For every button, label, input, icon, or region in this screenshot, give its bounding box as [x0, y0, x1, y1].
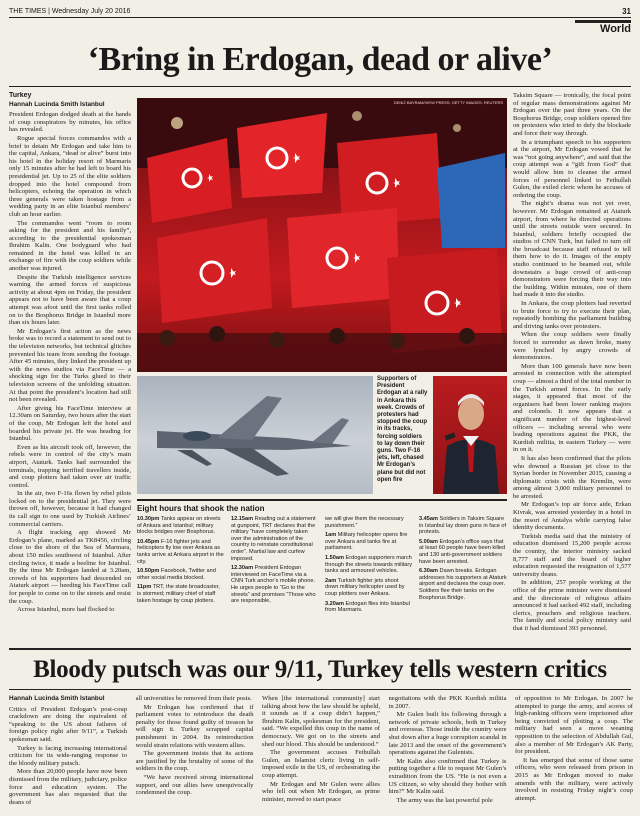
- timeline-time: 5.00am: [419, 538, 438, 545]
- crowd-with-flags-illustration: [137, 98, 507, 372]
- body-paragraph: A flight tracking app showed Mr Erdogan’s plane, marked as TK8456, circling close to the shore of the Sea of Marmara, about 150 miles southwest of Istanbul. After circling twice, it made a beeline for Istanbul. By the time Mr Erdogan landed at 3.20am, crowds of his supporters had descended on Ataturk airport — heeding his FaceTime call for people to come on to the streets and resist the coup.: [9, 529, 131, 605]
- f16-jet-photo: [137, 376, 373, 494]
- photo-caption: Supporters of President Erdogan at a rally in Ankara this week. Crowds of protesters had stopped the coup in its tracks, forcing soldiers to lay down their guns. Two F-16 jets, left, chased Mr Erdogan’s plane but did not open fire: [377, 376, 428, 483]
- timeline-entry: [231, 516, 319, 562]
- timeline-text: Turkish fighter jets shoot down military helicopter used by coup plotters over Ankara.: [325, 577, 405, 597]
- timeline-time: 1.50am: [325, 554, 344, 561]
- timeline-entry: [419, 539, 507, 565]
- timeline-entry: [137, 584, 225, 604]
- story1-column-4: [513, 92, 631, 644]
- body-paragraph: Mr Erdogan’s top air force aide, Erkan Kivrak, was arrested yesterday in a hotel in the resort of Antalya while carrying false identity documents.: [513, 501, 631, 532]
- timeline-text: Erdogan flies into Istanbul from Marmaris.: [325, 600, 410, 614]
- timeline-entry: [137, 539, 225, 565]
- timeline-text: TRT, the state broadcaster, is stormed; military chief of staff taken hostage by coup plotters.: [137, 584, 220, 604]
- timeline-column: [231, 516, 319, 617]
- headline2-rule: [9, 689, 631, 690]
- masthead-title: THE TIMES | Wednesday July 20 2016: [9, 8, 131, 15]
- timeline-time: 12.30am: [231, 565, 254, 572]
- body-paragraph: The government accuses Fethullah Gulen, an Islamist cleric living in self-imposed exile in the US, of orchestrating the coup attempt.: [262, 749, 380, 779]
- page-number: 31: [622, 7, 631, 16]
- timeline-time: 1am: [325, 532, 337, 539]
- body-paragraph: Mr Kalin also confirmed that Turkey is putting together a file to request Mr Gulen’s extradition from the US. “He is not even a US citizen, so why should they bother with him?” Mr Kalin said.: [388, 757, 507, 796]
- timeline-time: 6.30am: [419, 568, 438, 575]
- body-paragraph: It has emerged that some of those same officers, who were released from prison in 2015 as Mr Erdogan moved to make amends with the military, were actively involved in resisting Friday night’s coup attempt.: [515, 756, 633, 802]
- timeline-column: [137, 516, 225, 617]
- body-paragraph: Critics of President Erdogan’s post-coup crackdown are doing the equivalent of “speaking to the US about failures of foreign policy right after 9/11”, a Turkish spokesman said.: [9, 705, 127, 743]
- body-paragraph: Mr Erdogan’s first action as the news broke was to record a statement to send out to the television networks, but technical glitches prevented his team from sending the footage. After 45 minutes, they linked the president up with the news studios via FaceTime — a shocking sign for the Turks glued to their television screens of the unfolding situation. At that point the president’s location had still not been revealed.: [9, 327, 131, 404]
- body-paragraph: More than 20,000 people have now been dismissed from the military, judiciary, police force and education system. The government has also requested that the deans of: [9, 768, 127, 806]
- timeline-text: Soldiers in Taksim Square in Istanbul lay down guns in face of protests.: [419, 516, 507, 536]
- timeline-text: Dawn breaks. Erdogan addresses his supporters at Ataturk airport and declares the coup over. Soldiers flee their tanks on the Bosphorus Bridge.: [419, 568, 507, 601]
- body-paragraph: In addition, 257 people working at the office of the prime minister were dismissed and the directorate of religious affairs announced it had sacked 492 staff, including clerics, preachers and religious teachers. The family and social policy ministry said that it had dismissed 393 personnel.: [513, 579, 631, 632]
- timeline-entry: [325, 532, 413, 552]
- story2-column: [389, 695, 507, 813]
- speaker-portrait-icon: [433, 376, 507, 494]
- timeline-entry: [325, 555, 413, 575]
- timeline-box: [137, 499, 507, 631]
- body-paragraph: all universities be removed from their posts.: [135, 695, 252, 702]
- timeline-text: President Erdogan interviewed on FaceTime via a CNN Turk anchor’s mobile phone. He urges people to “Go to the streets” and promises “Those who are responsible,: [231, 565, 316, 605]
- story2-column: [136, 695, 254, 813]
- body-paragraph: Mr Gulen built his following through a network of private schools, both in Turkey and overseas. Those inside the country were shut down after a huge corruption scandal in late 2013 and the onset of the government’s operations against the Gulenists.: [388, 711, 507, 757]
- body-paragraph: When [the international community] start talking about how the law should be upheld, it sounds as if a coup didn’t happen,” Ibrahim Kalin, spokesman for the president, said. “We expelled this coup in the name of democracy. We got on to the streets and shed our blood. This should be understood.”: [262, 695, 380, 748]
- timeline-entry: [419, 568, 507, 601]
- timeline-text: we will give them the necessary punishment.”: [325, 516, 404, 529]
- body-paragraph: Mr Erdogan has confirmed that if parliament votes to reintroduce the death penalty for those found guilty of treason he will sign it. Turkey scrapped capital punishment in 2004. Its reintroduction would strain relations with western allies.: [135, 703, 254, 749]
- timeline-time: 2am: [325, 577, 337, 584]
- body-paragraph: In a triumphant speech to his supporters at the airport, Mr Erdogan vowed that he was “not going anywhere”, and said that the coup attempt was a “gift from God” that would allow him to cleanse the armed forces of personnel linked to Fethullah Gulen, the exiled cleric whom he accuses of ordering the coup.: [513, 138, 631, 199]
- timeline-entry: [325, 601, 413, 614]
- timeline-text: Erdogan supporters march through the streets towards military tanks and armoured vehicles.: [325, 554, 413, 575]
- story2-column: [262, 695, 380, 813]
- body-paragraph: Turkish media said that the ministry of education dismissed 15,200 people across the country, the interior ministry sacked 8,777 staff and the board of higher education requested the resignation of 1,577 university deans.: [513, 532, 631, 578]
- timeline-time: 10.50pm: [137, 568, 160, 575]
- timeline-column: [325, 516, 413, 617]
- body-paragraph: After giving his FaceTime interview at 12.30am on Saturday, two hours after the start of the coup, Mr Erdogan left the hotel and boarded his private jet. He was heading for Istanbul.: [9, 404, 131, 443]
- timeline-time: 11pm: [137, 584, 152, 591]
- story-kicker: Turkey: [9, 92, 32, 99]
- rally-photo: [137, 98, 507, 372]
- body-paragraph: Taksim Square — ironically, the focal point of regular mass demonstrations against Mr Erdogan over the past three years. On the Bosphorus Bridge, coup soldiers opened fire on protesters who tried to defy the blockade and force their way through.: [513, 92, 631, 137]
- timeline-text: Facebook, Twitter and other social media blocked.: [137, 568, 216, 581]
- timeline-text: Military helicopter opens fire over Ankara and tanks fire at parliament.: [325, 532, 408, 552]
- body-paragraph: Turkey is facing increasing international criticism for its wide-ranging response to the bloody military putsch.: [9, 744, 127, 767]
- masthead: [9, 6, 631, 18]
- story2-column: [515, 695, 633, 813]
- timeline-entry: [325, 578, 413, 598]
- erdogan-photo: [433, 376, 507, 494]
- body-paragraph: Mr Erdogan and Mr Gulen were allies who fell out when Mr Erdogan, as prime minister, moved to start peace: [262, 780, 380, 803]
- timeline-text: Erdogan’s office says that at least 60 people have been killed and 130 anti-government soldiers have been arrested.: [419, 538, 506, 565]
- body-paragraph: of opposition to Mr Erdogan. In 2007 he attempted to purge the army, and scores of high-ranking officers were imprisoned after being convicted of plotting a coup. The military had seen a move weaning opposition to the selection of Abdullah Gul, also a member of Mr Erdogan’s AK Party, for president.: [515, 695, 633, 756]
- body-paragraph: It has also been confirmed that the pilots who downed a Russian jet close to the Syrian border in November 2015, causing a diplomatic crisis with the Kremlin, were among almost 3,000 military personnel to be arrested.: [513, 454, 631, 500]
- story2-byline: Hannah Lucinda Smith Istanbul: [9, 695, 105, 702]
- timeline-column: [419, 516, 507, 617]
- section-divider: [9, 648, 631, 650]
- timeline-time: 3.20am: [325, 600, 344, 607]
- body-paragraph: Despite the Turkish intelligence services warning the armed forces of suspicious activity at about 4pm on Friday, the president appears not to have been aware that a coup attempt was afoot until the first tanks rolled on to the Bosphorus Bridge in Istanbul more than six hours later.: [9, 273, 131, 327]
- timeline-entry: [231, 565, 319, 605]
- timeline-time: 10.30pm: [137, 516, 160, 522]
- timeline-text: Tanks appear on streets of Ankara and Istanbul; military blocks bridges over Bosphorus.: [137, 516, 221, 536]
- body-paragraph: More than 100 generals have now been arrested in connection with the attempted coup — almost a third of the total number in the Turkish armed forces. In the early stages, it appeared that most of the organisers had been lower ranking majors and colonels. It now appears that a significant number of the highest-level officers — including several who were leading operations against the PKK, the Kurdish militia, in eastern Turkey — were in on it.: [513, 362, 631, 454]
- headline-rule: [9, 86, 631, 87]
- timeline-title: Eight hours that shook the nation: [137, 504, 265, 513]
- body-paragraph: When the coup soldiers were finally forced to surrender as dawn broke, many were lynched by angry crowds of demonstrators.: [513, 331, 631, 362]
- body-paragraph: The night’s drama was not yet over, however. Mr Erdogan remained at Ataturk airport, from where he directed operations until the streets outside were secured. In Istanbul, soldiers briefly occupied the studios of CNN Turk, but failed to turn off the broadcast because staff refused to tell them how to do it. Images of the empty studio continued to be beamed out, while downstairs a huge crowd of anti-coup demonstrators were forcing their way into the building. Within minutes, one of them had made it into the studio.: [513, 200, 631, 299]
- photo-credit: DENIZ BAYRAM/VIEW PRESS; GETTY IMAGES; REUTERS: [393, 100, 503, 105]
- timeline-entry: [137, 516, 225, 536]
- body-paragraph: Rogue special forces commandos with a brief to detain Mr Erdogan and take him to the capital, Ankara, “dead or alive” burst into his hotel in the holiday resort of Marmaris only 15 minutes after he had left to board his presidential jet. Up to 25 of the elite soldiers dropped into the hotel compound from helicopters, echoing the operation in which three generals were taken hostage from a wedding party in an elite Istanbul members’ club an hour earlier.: [9, 134, 131, 218]
- body-paragraph: The commandos went “room to room asking for the president and his family”, according to the presidential spokesman Ibrahim Kalin. One bodyguard who had remained in the hotel was killed in an exchange of fire with the coup soldiers while another was injured.: [9, 219, 131, 273]
- section-label: World: [575, 20, 631, 34]
- timeline-text: F-16 fighter jets and helicopters fly low over Ankara as tanks arrive at Ankara airport in the city.: [137, 538, 224, 565]
- second-headline: Bloody putsch was our 9/11, Turkey tells western critics: [33, 656, 607, 683]
- timeline-entry: [137, 568, 225, 581]
- timeline-time: 3.45am: [419, 516, 438, 522]
- body-paragraph: Even as his aircraft took off, however, the rebels were in control of the city’s main airport, Ataturk. Tanks had surrounded the terminals, trapping terrified travellers inside, and coup plotters had taken over air traffic control.: [9, 443, 131, 489]
- body-paragraph: In Ankara, the coup plotters had reverted to brute force to try to execute their plan, repeatedly bombing the parliament building and driving tanks over protesters.: [513, 300, 631, 330]
- story2-column: [9, 695, 127, 813]
- body-paragraph: President Erdogan dodged death at the hands of coup conspirators by minutes, his office has revealed.: [9, 111, 131, 134]
- timeline-text: Reading out a statement at gunpoint, TRT declares that the military “have completely taken over the administration of the country to reinstate constitutional order”. Martial law and curfew imposed.: [231, 516, 316, 562]
- story-byline: Hannah Lucinda Smith Istanbul: [9, 100, 105, 108]
- main-headline: ‘Bring in Erdogan, dead or alive’: [87, 41, 553, 78]
- body-paragraph: “We have received strong international support, and our allies have unequivocally condemned the coup.: [135, 773, 254, 797]
- timeline-entry: [419, 516, 507, 536]
- body-paragraph: The army was the last powerful pole: [396, 796, 493, 804]
- timeline-time: 12.15am: [231, 516, 254, 522]
- body-paragraph: In the air, two F-16s flown by rebel pilots locked on to the presidential jet. They were thrown off, however, because it had changed its call sign to one used by Turkish Airlines’ commercial carriers.: [9, 490, 131, 528]
- body-paragraph: Across Istanbul, more had flocked to: [17, 606, 115, 614]
- timeline-time: 10.45pm: [137, 538, 160, 545]
- body-paragraph: The government insists that its actions are justified by the brutality of some of the soldiers in the coup.: [135, 750, 254, 773]
- timeline-entry: [325, 516, 413, 529]
- jet-icon: [137, 376, 373, 494]
- body-paragraph: negotiations with the PKK Kurdish militia in 2007.: [388, 695, 507, 710]
- story1-column-1: [9, 92, 131, 644]
